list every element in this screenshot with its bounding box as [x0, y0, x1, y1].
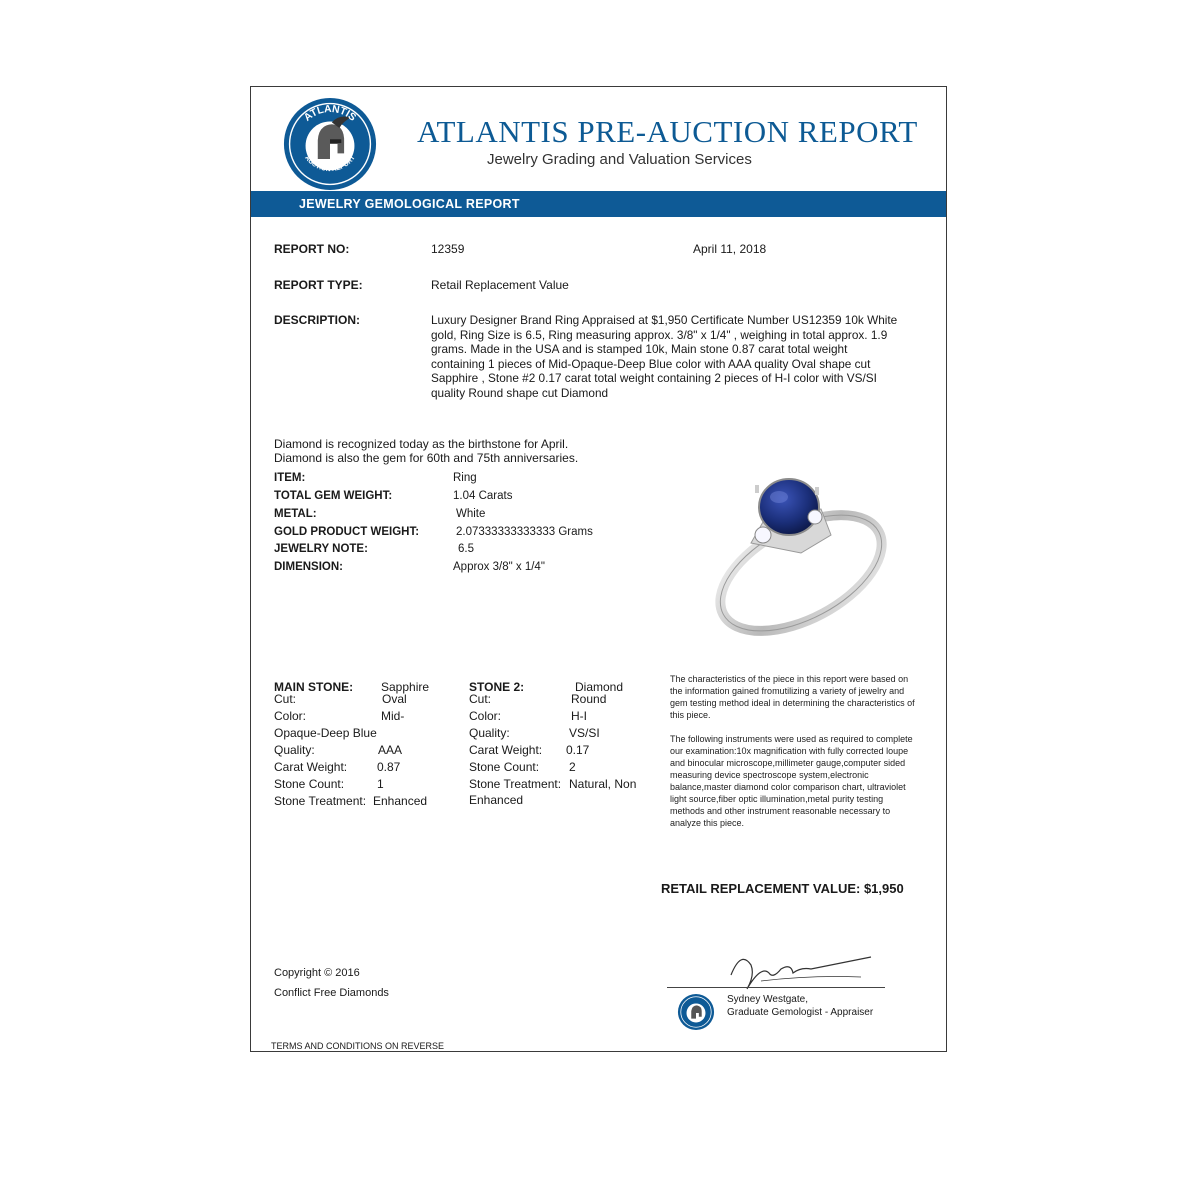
stone2-cut-label: Cut: — [469, 692, 492, 706]
main-stone-treatment-label: Stone Treatment: — [274, 794, 367, 808]
stone2-quality: VS/SI — [569, 726, 600, 740]
stone2-color-label: Color: — [469, 709, 502, 723]
stone2-carat-label: Carat Weight: — [469, 743, 543, 757]
svg-text:ATLANTIS: ATLANTIS — [302, 103, 358, 124]
main-stone-cut: Oval — [382, 692, 407, 706]
spec-value: 2.07333333333333 Grams — [456, 526, 593, 538]
terms-note: TERMS AND CONDITIONS ON REVERSE — [271, 1041, 445, 1051]
report-date: April 11, 2018 — [693, 242, 767, 256]
birthstone-line-2: Diamond is also the gem for 60th and 75th anniversaries. — [274, 451, 579, 465]
stone2-color: H-I — [571, 709, 587, 723]
main-stone-color-label: Color: — [274, 709, 307, 723]
appraiser-name: Sydney Westgate, — [727, 994, 808, 1005]
report-title: ATLANTIS PRE-AUCTION REPORT — [417, 114, 918, 149]
main-stone-label: MAIN STONE: — [274, 680, 354, 694]
section-banner — [251, 191, 946, 217]
appraiser-seal — [677, 993, 715, 1031]
spec-label: TOTAL GEM WEIGHT: — [274, 490, 393, 502]
report-type-label: REPORT TYPE: — [274, 278, 363, 292]
banner-title: JEWELRY GEMOLOGICAL REPORT — [299, 197, 520, 211]
appraiser-info — [727, 993, 873, 1019]
report-subtitle: Jewelry Grading and Valuation Services — [487, 151, 752, 168]
spec-value: 6.5 — [458, 543, 474, 555]
spec-value: 1.04 Carats — [453, 490, 513, 502]
main-stone-carat-label: Carat Weight: — [274, 760, 348, 774]
retail-value: RETAIL REPLACEMENT VALUE: $1,950 — [661, 881, 904, 896]
svg-text:AUCTION REPORT: AUCTION REPORT — [303, 154, 357, 174]
report-page — [250, 86, 947, 1052]
spec-value: White — [456, 508, 486, 520]
spec-label: GOLD PRODUCT WEIGHT: — [274, 526, 420, 538]
stone2-label: STONE 2: — [469, 680, 525, 694]
main-stone-color: Mid- — [381, 709, 405, 723]
report-type: Retail Replacement Value — [431, 278, 569, 292]
spec-label: JEWELRY NOTE: — [274, 543, 368, 555]
signature-line — [667, 987, 885, 988]
stone2-treatment-cont: Enhanced — [469, 793, 524, 807]
characteristics-note: The characteristics of the piece in this report were based on the information gained fromutilizing a variety of jewelry and gem testing method ideal in determining the characteristics of this piece. — [670, 674, 915, 720]
instruments-note: The following instruments were used as required to complete our examination:10x magnification with fully corrected loupe and binocular microscope,millimeter gauge,computer sided measuring device spectroscope system,electronic balance,master diamond color comparison chart, ultraviolet light source,fiber optic illumination,metal purity testing methods and other instrument reasonable necessary to analyze this piece. — [670, 734, 913, 828]
stone2-treatment: Natural, Non — [569, 777, 637, 791]
main-stone-quality-label: Quality: — [274, 743, 315, 757]
conflict-free-note: Conflict Free Diamonds — [274, 987, 389, 999]
copyright: Copyright © 2016 — [274, 967, 360, 979]
main-stone-carat: 0.87 — [377, 760, 401, 774]
stone2-cut: Round — [571, 692, 607, 706]
stone2-treatment-label: Stone Treatment: — [469, 777, 562, 791]
spec-label: ITEM: — [274, 472, 306, 484]
stone2-carat: 0.17 — [566, 743, 590, 757]
description-text: Luxury Designer Brand Ring Appraised at $1,950 Certificate Number US12359 10k White gold, Ring Size is 6.5, Ring measuring approx. 3/8" x 1/4" , weighing in total approx. 1.9 grams. Made in the USA and is stamped 10k, Main stone 0.87 carat total weight containing 1 pieces of Mid-Opaque-Deep Blue color with AAA quality Oval shape cut Sapphire , Stone #2 0.17 carat total weight containing 2 pieces of H-I color with VS/SI quality Round shape cut Diamond — [431, 313, 898, 400]
stone2-count: 2 — [569, 760, 576, 774]
description-label: DESCRIPTION: — [274, 313, 361, 327]
ring-image — [681, 425, 911, 655]
main-stone-color-cont: Opaque-Deep Blue — [274, 726, 377, 740]
main-stone-cut-label: Cut: — [274, 692, 297, 706]
stone2-quality-label: Quality: — [469, 726, 510, 740]
stone2-count-label: Stone Count: — [469, 760, 540, 774]
appraiser-title: Graduate Gemologist - Appraiser — [727, 1007, 874, 1018]
spec-value: Approx 3/8" x 1/4" — [453, 561, 545, 573]
birthstone-note — [274, 437, 578, 465]
main-stone-count: 1 — [377, 777, 384, 791]
main-stone-quality: AAA — [378, 743, 403, 757]
atlantis-logo — [283, 97, 377, 191]
stone2-name: Diamond — [575, 680, 624, 694]
main-stone-name: Sapphire — [381, 680, 430, 694]
spec-label: DIMENSION: — [274, 561, 343, 573]
birthstone-line-1: Diamond is recognized today as the birthstone for April. — [274, 437, 569, 451]
spec-value: Ring — [453, 472, 477, 484]
report-no: 12359 — [431, 242, 465, 256]
main-stone-count-label: Stone Count: — [274, 777, 345, 791]
spec-label: METAL: — [274, 508, 317, 520]
main-stone-treatment: Enhanced — [373, 794, 428, 808]
report-no-label: REPORT NO: — [274, 242, 350, 256]
